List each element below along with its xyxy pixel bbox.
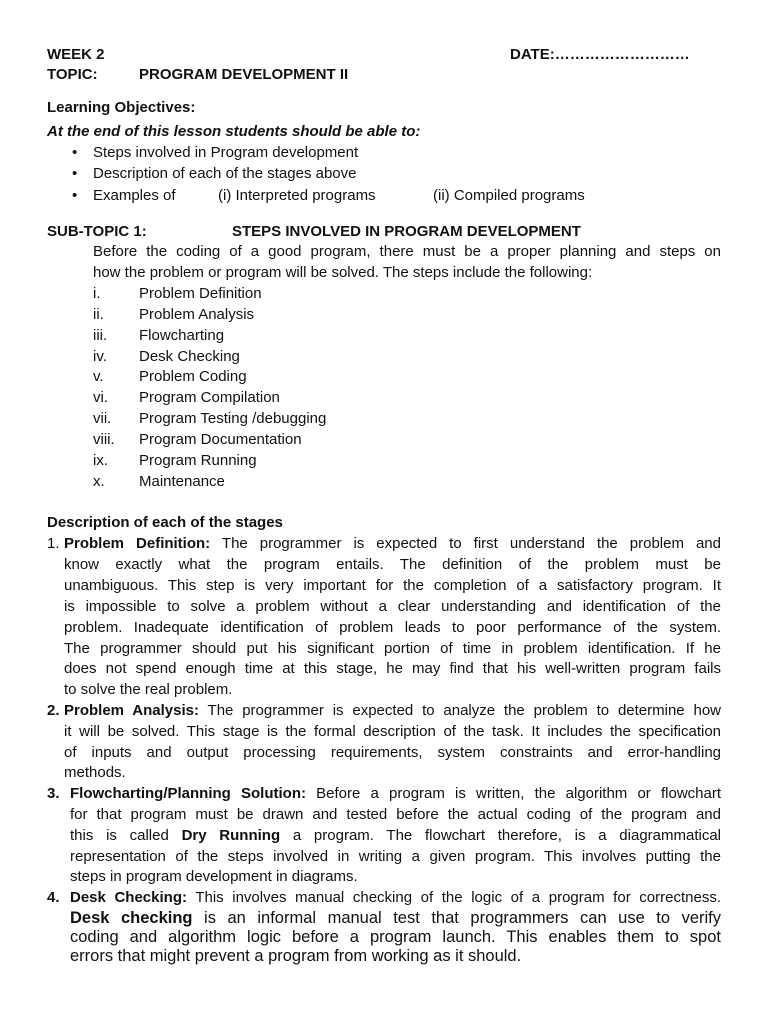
stage-number: 3. xyxy=(47,785,60,802)
stage-number: 4. xyxy=(47,889,60,906)
week-label: WEEK 2 xyxy=(47,46,105,63)
step-label: Problem Coding xyxy=(139,368,247,385)
stage-1-line: know exactly what the program entails. The definition of the problem must be xyxy=(64,556,721,573)
stage-text: Before a program is written, the algorithm or flowchart xyxy=(305,785,721,802)
example-interpreted: (i) Interpreted programs xyxy=(218,187,376,204)
step-label: Desk Checking xyxy=(139,348,240,365)
stage-3-line: representation of the steps involved in writing a given program. This involves putting the xyxy=(70,848,721,865)
objective-item: Description of each of the stages above xyxy=(93,165,357,182)
step-number: v. xyxy=(93,368,104,385)
stage-2-line: it will be solved. This stage is the formal description of the task. It includes the specification xyxy=(64,723,721,740)
subtopic-intro-line: how the problem or program will be solved. The steps include the following: xyxy=(93,264,593,281)
stage-3-line: steps in program development in diagrams. xyxy=(70,868,358,885)
dry-running-term: Dry Running xyxy=(181,827,281,844)
stage-3-line: for that program must be drawn and tested before the actual coding of the program and xyxy=(70,806,721,823)
stage-4-line: errors that might prevent a program from working as it should. xyxy=(70,947,522,965)
step-label: Problem Analysis xyxy=(139,306,255,323)
stage-2-first-line xyxy=(64,701,721,721)
step-number: ix. xyxy=(93,452,108,469)
stage-4-line: coding and algorithm logic before a program launch. This enables them to spot xyxy=(70,928,721,946)
step-label: Maintenance xyxy=(139,473,225,490)
stage-text: a program. The flowchart therefore, is a diagrammatical xyxy=(280,827,721,844)
stage-term: Problem Definition: xyxy=(64,535,211,552)
objectives-intro: At the end of this lesson students should be able to: xyxy=(47,123,421,140)
step-number: viii. xyxy=(93,431,115,448)
stage-1-line: is impossible to solve a problem without a clear understanding and identification of the xyxy=(64,598,721,615)
stage-2-line: of inputs and output processing requirements, system constraints and error-handling xyxy=(64,744,721,761)
stage-1-line: problem. Inadequate identification of problem leads to poor performance of the system. xyxy=(64,619,721,636)
stage-text: this is called xyxy=(70,827,182,844)
topic-label: TOPIC: xyxy=(47,66,98,83)
stage-4-first-line xyxy=(70,888,721,908)
stage-1-first-line xyxy=(64,534,721,554)
stage-3-line xyxy=(70,826,721,846)
step-number: iv. xyxy=(93,348,107,365)
stage-1-line: to solve the real problem. xyxy=(64,681,233,698)
stage-1-line: unambiguous. This step is very important for the completion of a satisfactory program. It xyxy=(64,577,721,594)
step-label: Program Compilation xyxy=(139,389,280,406)
step-number: x. xyxy=(93,473,105,490)
subtopic-label: SUB-TOPIC 1: xyxy=(47,223,147,240)
step-label: Problem Definition xyxy=(139,285,262,302)
step-number: i. xyxy=(93,285,101,302)
step-label: Program Running xyxy=(139,452,257,469)
stage-text: The programmer is expected to first understand the problem and xyxy=(210,535,721,552)
date-field: DATE:……………………… xyxy=(510,46,690,63)
step-number: vii. xyxy=(93,410,112,427)
stage-2-line: methods. xyxy=(64,764,126,781)
step-label: Program Testing /debugging xyxy=(139,410,327,427)
topic-title: PROGRAM DEVELOPMENT II xyxy=(139,66,349,83)
desk-checking-term: Desk checking xyxy=(70,909,193,927)
stage-term: Problem Analysis: xyxy=(64,702,199,719)
subtopic-intro-line: Before the coding of a good program, there must be a proper planning and steps on xyxy=(93,243,721,260)
stage-1-line: does not spend enough time at this stage, he may find that his well-written program fails xyxy=(64,660,721,677)
stage-number: 2. xyxy=(47,702,60,719)
step-label: Program Documentation xyxy=(139,431,302,448)
step-number: vi. xyxy=(93,389,108,406)
stage-4-line xyxy=(70,908,721,928)
description-heading: Description of each of the stages xyxy=(47,514,283,531)
step-label: Flowcharting xyxy=(139,327,225,344)
stage-text: The programmer is expected to analyze the problem to determine how xyxy=(198,702,721,719)
example-compiled: (ii) Compiled programs xyxy=(433,187,585,204)
bullet-icon: • xyxy=(72,165,78,182)
objective-item: Steps involved in Program development xyxy=(93,144,359,161)
stage-number: 1. xyxy=(47,535,60,552)
step-number: ii. xyxy=(93,306,104,323)
stage-term: Desk Checking: xyxy=(70,889,187,906)
objectives-heading: Learning Objectives: xyxy=(47,99,196,116)
bullet-icon: • xyxy=(72,187,78,204)
stage-text: This involves manual checking of the logic of a program for correctness. xyxy=(186,889,721,906)
subtopic-title: STEPS INVOLVED IN PROGRAM DEVELOPMENT xyxy=(232,223,581,240)
objective-item: Examples of xyxy=(93,187,176,204)
stage-1-line: The programmer should put his significant portion of time in problem identification. If he xyxy=(64,640,721,657)
bullet-icon: • xyxy=(72,144,78,161)
stage-3-first-line xyxy=(70,784,721,804)
stage-text: is an informal manual test that programmers can use to verify xyxy=(192,909,722,927)
stage-term: Flowcharting/Planning Solution: xyxy=(70,785,306,802)
step-number: iii. xyxy=(93,327,108,344)
